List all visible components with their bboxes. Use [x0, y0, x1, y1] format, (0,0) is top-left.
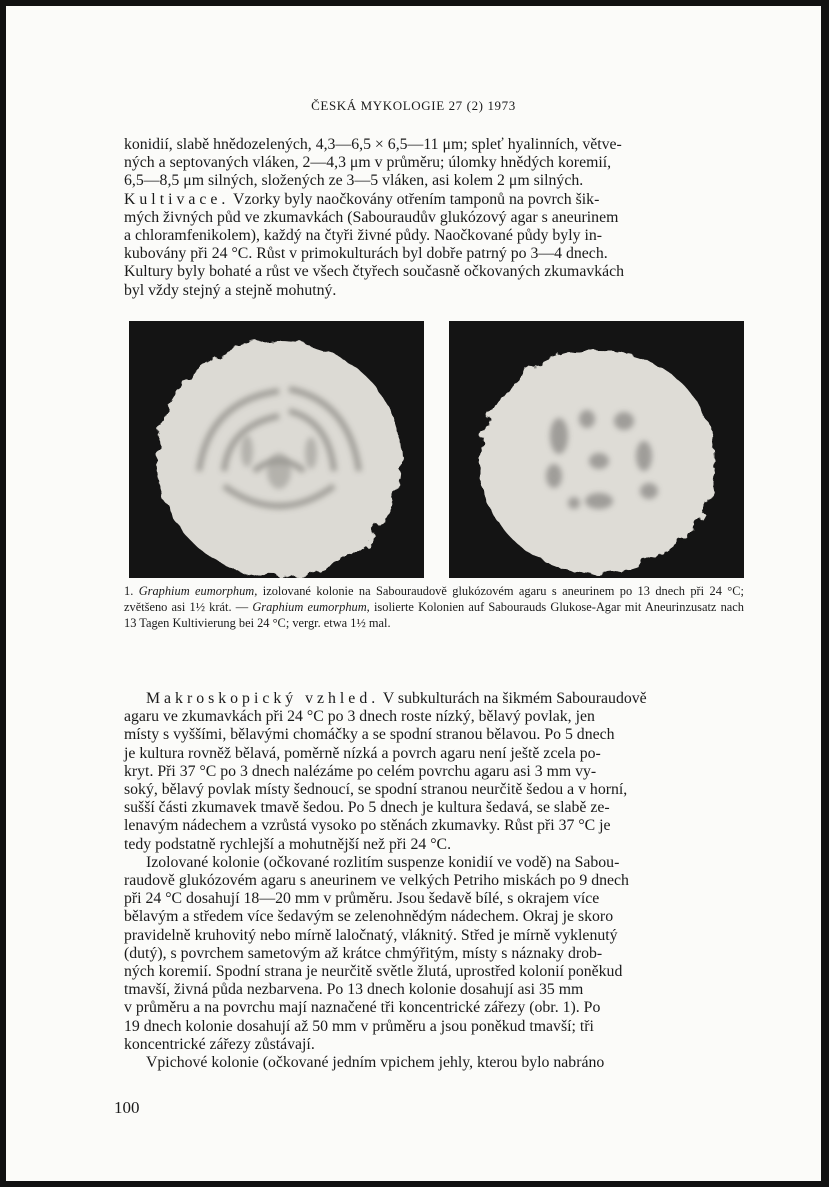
colony-photo-left	[129, 321, 424, 578]
species-name-de: Graphium eumorphum,	[252, 599, 370, 614]
text-line: ných a septovaných vláken, 2—4,3 μm v průměru; úlomky hnědých koremií,	[124, 154, 612, 172]
text-line: tmavší, živná půda nezbarvena. Po 13 dnech kolonie dosahují asi 35 mm	[124, 981, 584, 999]
colony-photo-right	[449, 321, 744, 578]
section-heading-kultivace: Kultivace.	[124, 190, 230, 208]
figure-number: 1.	[124, 584, 134, 598]
text-line: soký, bělavý povlak místy šednoucí, se spodní stranou neurčitě šedou a v horní,	[124, 781, 628, 799]
text-line: agaru ve zkumavkách při 24 °C po 3 dnech roste nízký, bělavý povlak, jen	[124, 708, 595, 726]
colony-image-left	[129, 321, 424, 578]
text-line: a chloramfenikolem), každý na čtyři živné půdy. Naočkované půdy byly in-	[124, 227, 602, 245]
caption-text-cz: izolované kolonie na Sabouraudově glukózovém agaru s aneurinem po 13 dnech při 24 °C; zvětšeno asi 1½ krát. —	[124, 584, 744, 614]
text-line: byl vždy stejný a stejně mohutný.	[124, 281, 337, 299]
lower-text-block	[124, 690, 744, 1072]
paragraph-kultivace	[124, 191, 744, 300]
species-name-cz: Graphium eumorphum,	[138, 584, 258, 598]
text-line: V subkulturách na šikmém Sabouraudově	[382, 690, 647, 707]
text-line: bělavým a středem více šedavým se zelenohnědým nádechem. Okraj je skoro	[124, 908, 614, 926]
text-line: raudově glukózovém agaru s aneurinem ve velkých Petriho miskách po 9 dnech	[124, 872, 629, 890]
running-title: ČESKÁ MYKOLOGIE 27 (2) 1973	[311, 98, 516, 113]
figure-caption	[124, 584, 744, 631]
text-line: konidií, slabě hnědozelených, 4,3—6,5 × 6,5—11 μm; spleť hyalinních, větve-	[124, 136, 622, 153]
text-line: 6,5—8,5 μm silných, složených ze 3—5 vláken, asi kolem 2 μm silných.	[124, 172, 584, 190]
text-line: 19 dnech kolonie dosahují až 50 mm v průměru a jsou poněkud tmavší; tři	[124, 1017, 594, 1035]
text-line: je kultura rovněž bělavá, poměrně nízká a povrch agaru není ještě zcela po-	[124, 744, 601, 762]
text-line: (dutý), s povrchem sametovým až krátce chmýřitým, místy s náznaky drob-	[124, 944, 603, 962]
text-line: kubovány při 24 °C. Růst v primokulturách byl dobře patrný po 3—4 dnech.	[124, 245, 608, 263]
colony-image-right	[449, 321, 744, 578]
text-line: Vzorky byly naočkovány otřením tamponů na povrch šik-	[233, 190, 600, 208]
text-line: při 24 °C dosahují 18—20 mm v průměru. Jsou šedavě bílé, s okrajem více	[124, 890, 600, 908]
text-line: ných koremií. Spodní strana je neurčitě světle žlutá, uprostřed kolonií poněkud	[124, 963, 623, 981]
top-text-block	[124, 136, 744, 300]
paragraph-vpichove	[124, 1054, 744, 1072]
paragraph-izolovane	[124, 854, 744, 1054]
text-line: sušší části zkumavek tmavě šedou. Po 5 dnech je kultura šedavá, se slabě ze-	[124, 799, 610, 817]
text-line: pravidelně kruhovitý nebo mírně laločnatý, vláknitý. Střed je mírně vyklenutý	[124, 926, 618, 944]
text-line: tedy podstatně rychlejší a mohutnější než při 24 °C.	[124, 835, 452, 853]
page-number: 100	[114, 1098, 140, 1117]
paragraph-makroskopicky	[124, 690, 744, 854]
text-line: mých živných půd ve zkumavkách (Sabouraudův glukózový agar s aneurinem	[124, 208, 619, 226]
text-line: Vpichové kolonie (očkované jedním vpichem jehly, kterou bylo nabráno	[146, 1054, 605, 1072]
caption-text-de: isolierte Kolonien auf Sabourauds Glukose-Agar mit Aneurinzusatz nach 13 Tagen Kultivierung bei 24 °C; vergr. etwa 1½ mal.	[124, 599, 744, 630]
text-line: kryt. Při 37 °C po 3 dnech nalézáme po celém povrchu agaru asi 3 mm vy-	[124, 762, 597, 780]
text-line: lenavým nádechem a vzrůstá vysoko po stěnách zkumavky. Růst při 37 °C je	[124, 817, 611, 835]
text-line: Kultury byly bohaté a růst ve všech čtyřech současně očkovaných zkumavkách	[124, 263, 625, 281]
paragraph-conidia	[124, 136, 744, 191]
section-heading-makroskopicky: Makroskopický vzhled.	[146, 690, 380, 707]
text-line: koncentrické zářezy zůstávají.	[124, 1035, 315, 1053]
text-line: v průměru a na povrchu mají naznačené tři koncentrické zářezy (obr. 1). Po	[124, 999, 601, 1017]
text-line: Izolované kolonie (očkované rozlitím suspenze konidií ve vodě) na Sabou-	[146, 853, 620, 871]
page	[6, 6, 821, 1181]
text-line: místy s vyššími, bělavými chomáčky a se spodní stranou bělavou. Po 5 dnech	[124, 726, 615, 744]
